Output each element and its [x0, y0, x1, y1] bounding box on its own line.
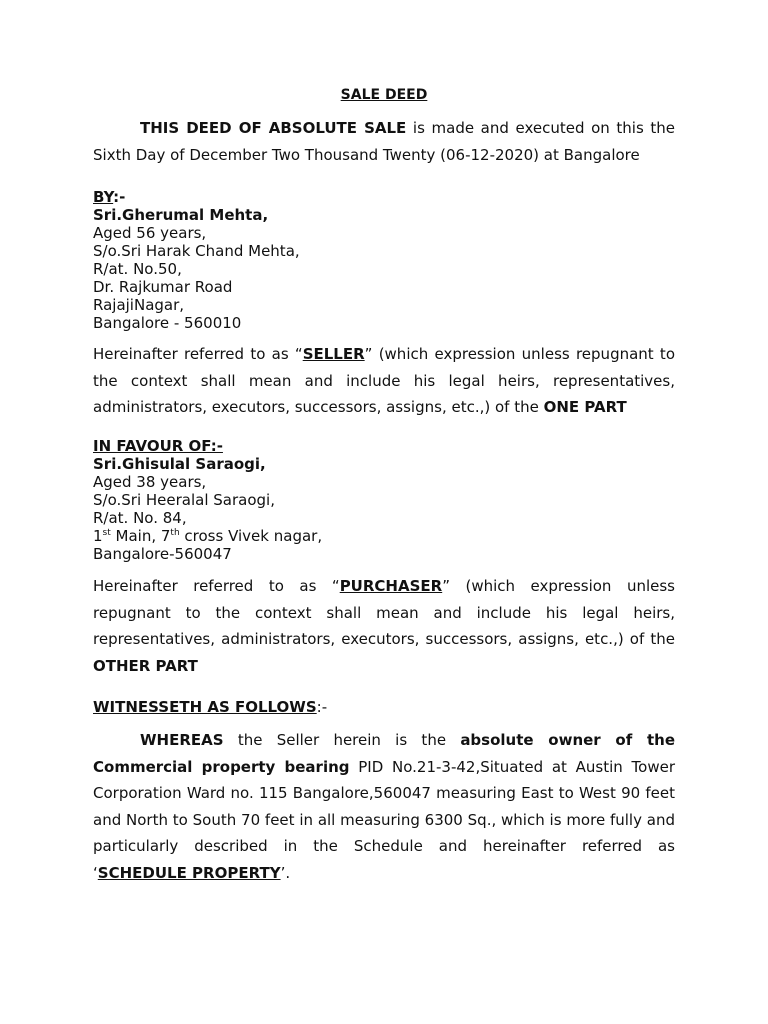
seller-road: Dr. Rajkumar Road [93, 278, 233, 296]
owner-bold: absolute owner of the Commercial property bearing [93, 731, 675, 776]
whereas-bold: WHEREAS [140, 731, 224, 749]
purchaser-city: Bangalore-560047 [93, 545, 232, 563]
seller-heading: BY:- [93, 188, 126, 206]
purchaser-paragraph: Hereinafter referred to as “PURCHASER” (which expression unless repugnant to the context shall mean and include his legal heirs, representatives, administrators, executors, successors, assigns, etc.,) of the OTHER PART [93, 577, 675, 675]
seller-area: RajajiNagar, [93, 296, 185, 314]
purchaser-heading: IN FAVOUR OF:- [93, 437, 223, 455]
purchaser-residence: R/at. No. 84, [93, 509, 187, 527]
seller-parent: S/o.Sri Harak Chand Mehta, [93, 242, 300, 260]
witness-heading: WITNESSETH AS FOLLOWS:- [93, 698, 328, 716]
purchaser-street: 1st Main, 7th cross Vivek nagar, [93, 527, 323, 545]
whereas-paragraph: WHEREAS the Seller herein is the absolute owner of the Commercial property bearing PID No.21-3-42,Situated at Austin Tower Corporation Ward no. 115 Bangalore,560047 measuring East to West 90 feet and North to South 70 feet in all measuring 6300 Sq., which is more fully and particularly described in the Schedule and hereinafter referred as ‘SCHEDULE PROPERTY’. [93, 731, 675, 882]
purchaser-name: Sri.Ghisulal Saraogi, [93, 455, 266, 473]
purchaser-age: Aged 38 years, [93, 473, 207, 491]
intro-bold: THIS DEED OF ABSOLUTE SALE [140, 119, 407, 137]
seller-city: Bangalore - 560010 [93, 314, 242, 332]
purchaser-parent: S/o.Sri Heeralal Saraogi, [93, 491, 275, 509]
seller-paragraph: Hereinafter referred to as “SELLER” (which expression unless repugnant to the context shall mean and include his legal heirs, representatives, administrators, executors, successors, assigns, etc.,) of the ONE PART [93, 345, 675, 416]
seller-part: ONE PART [543, 398, 627, 416]
purchaser-part: OTHER PART [93, 656, 198, 675]
schedule-property: SCHEDULE PROPERTY [97, 863, 281, 882]
seller-age: Aged 56 years, [93, 224, 207, 242]
document-title: SALE DEED [340, 87, 428, 103]
intro-paragraph [93, 115, 675, 168]
seller-block [93, 188, 675, 332]
seller-role: SELLER [302, 345, 365, 363]
seller-residence: R/at. No.50, [93, 260, 182, 278]
seller-name: Sri.Gherumal Mehta, [93, 206, 269, 224]
purchaser-block [93, 437, 675, 563]
intro-text: is made and executed on this the Sixth Day of December Two Thousand Twenty (06-12-2020) at Bangalore [93, 119, 675, 164]
purchaser-role: PURCHASER [339, 577, 443, 595]
